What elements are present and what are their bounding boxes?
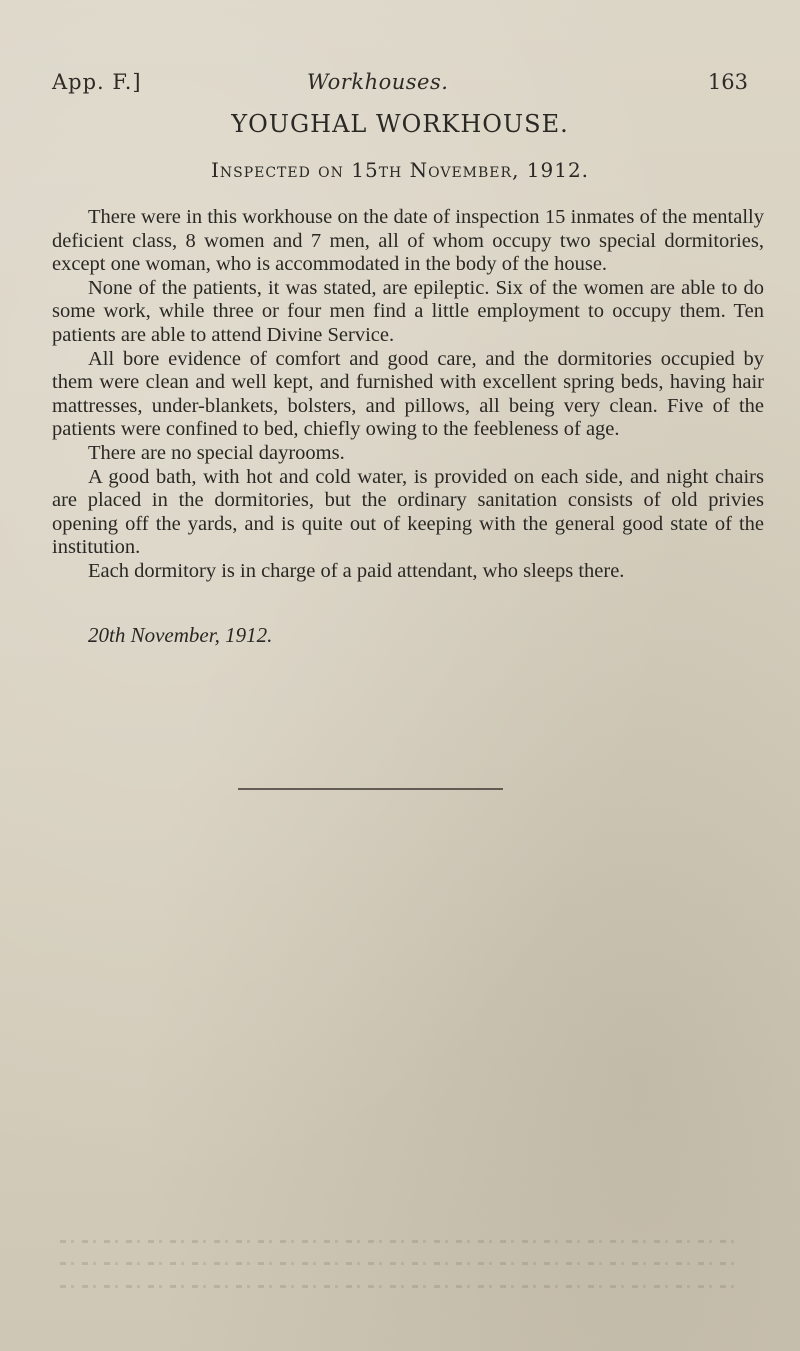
section-title: Workhouses.	[307, 70, 449, 94]
paragraph: None of the patients, it was stated, are epileptic. Six of the women are able to do some work, while three or four men find a little employment to occupy them. Ten patients are able to attend Divine Service.	[52, 276, 764, 346]
appendix-label: App. F.]	[52, 70, 142, 94]
page-number: 163	[707, 70, 748, 94]
inspection-date-heading: Inspected on 15th November, 1912.	[210, 158, 590, 182]
section-divider	[238, 788, 503, 790]
show-through-text	[60, 1285, 740, 1288]
paragraph: Each dormitory is in charge of a paid attendant, who sleeps there.	[88, 559, 625, 582]
paragraph: A good bath, with hot and cold water, is provided on each side, and night chairs are placed in the dormitories, but the ordinary sanitation consists of old privies opening off the yards, and is quite out of keeping with the general good state of the institution.	[52, 465, 764, 559]
running-head	[52, 70, 748, 100]
paragraph: There are no special dayrooms.	[88, 441, 345, 464]
report-title: YOUGHAL WORKHOUSE.	[231, 110, 569, 138]
report-date: 20th November, 1912.	[88, 623, 273, 647]
show-through-text	[60, 1240, 740, 1243]
paragraph: All bore evidence of comfort and good care, and the dormitories occupied by them were clean and well kept, and furnished with excellent spring beds, having hair mattresses, under-blankets, bolsters, and pillows, all being very clean. Five of the patients were confined to bed, chiefly owing to the feebleness of age.	[52, 347, 764, 441]
paragraph: There were in this workhouse on the date of inspection 15 inmates of the mentally deficient class, 8 women and 7 men, all of whom occupy two special dormitories, except one woman, who is accommodated in the body of the house.	[52, 206, 764, 276]
report-body	[52, 206, 764, 584]
show-through-text	[60, 1262, 740, 1265]
